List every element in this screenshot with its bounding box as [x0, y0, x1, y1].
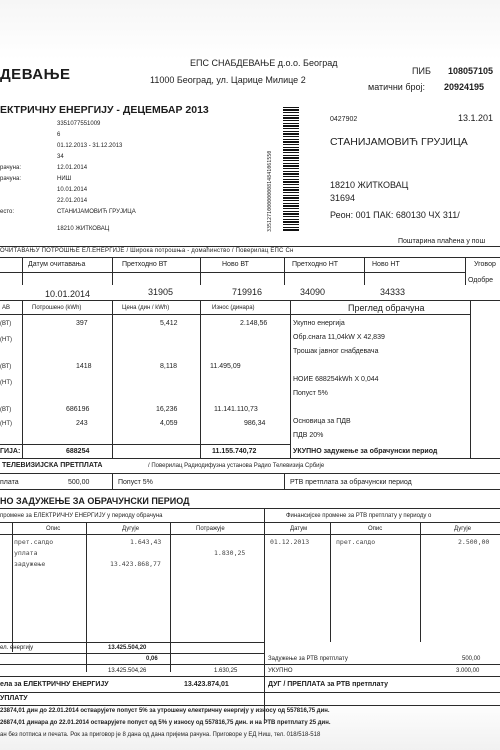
calc-header-label: АВ	[2, 305, 11, 311]
final-right-label: ДУГ / ПРЕПЛАТА за РТВ претплату	[268, 681, 388, 688]
date-c: 22.01.2014	[57, 198, 88, 204]
recipient-code: 0427902	[330, 116, 358, 123]
total-section-title: НО ЗАДУЖЕЊЕ ЗА ОБРАЧУНСКИ ПЕРИОД	[0, 496, 190, 506]
col-debit-right: Дугује	[454, 526, 472, 532]
recipient-name: СТАНИЈАМОВИЋ ГРУЈИЦА	[330, 136, 468, 148]
bill-title: ЕКТРИЧНУ ЕНЕРГИЈУ - ДЕЦЕМБАР 2013	[0, 104, 209, 116]
recipient-date: 13.1.201	[458, 113, 494, 123]
account-number: 3351077551009	[57, 121, 101, 127]
calc-row-kwh: 397	[76, 320, 88, 327]
overview-total: УКУПНО задужење за обрачунски период	[293, 448, 438, 455]
small-value: 0,06	[146, 656, 158, 662]
overview-title: Преглед обрачуна	[348, 303, 425, 313]
footer-note: 26874,01 динара до 22.01.2014 остварујете попуст од 5% у износу од 557816,75 дин. и на РТВ претплату 25 дин.	[0, 720, 331, 726]
overview-line: Укупно енергија	[293, 320, 345, 327]
col-credit: Потражује	[196, 526, 225, 532]
sum-value: 13.425.504,20	[108, 645, 147, 651]
meter-approved: Одобре	[468, 277, 494, 284]
label-b: рачуна:	[0, 176, 21, 182]
barcode-number: 335127100000000814841061550	[267, 150, 273, 232]
place: НИШ	[57, 176, 72, 182]
left-credit: 1.830,25	[214, 549, 246, 557]
meter-header-prev-nt: Претходно НТ	[292, 261, 339, 268]
calc-row-price: 8,118	[160, 363, 177, 370]
overview-line: Попуст 5%	[293, 390, 328, 397]
calc-row-amount: 11.141.110,73	[214, 406, 258, 413]
tv-rtv-total: РТВ претплата за обрачунски период	[290, 479, 412, 486]
calc-header-amount: Износ (динара)	[212, 305, 255, 311]
calc-row-label: (ВТ)	[0, 321, 12, 327]
label-c: есто:	[0, 209, 15, 215]
company-address: 11000 Београд, ул. Царице Милице 2	[150, 75, 306, 85]
payment-label: УПЛАТУ	[0, 695, 28, 702]
meter-date: 10.01.2014	[45, 289, 91, 299]
col-debit: Дугује	[122, 526, 140, 532]
billing-period: 01.12.2013 - 31.12.2013	[57, 143, 123, 149]
calc-row-kwh: 1418	[76, 363, 92, 370]
overview-line: ПДВ 20%	[293, 432, 324, 439]
meter-strip: ОЧИТАВАЊУ ПОТРОШЊЕ ЕЛ.ЕНЕРГИЈЕ / Широка потрошња - домаћинство / Поверилац ЕПС Сн	[0, 248, 294, 254]
company-logo: ДЕВАЊЕ	[0, 66, 71, 83]
col-desc-right: Опис	[368, 526, 383, 532]
recipient-zip: 31694	[330, 193, 356, 203]
calc-row-label: (НТ)	[0, 337, 12, 343]
ukupno-label: УКУПНО	[268, 668, 293, 674]
right-debit: 2.500,00	[458, 538, 490, 546]
recipient-city: 18210 ЖИТКОВАЦ	[330, 180, 409, 190]
col-desc: Опис	[46, 526, 61, 532]
tv-discount: Попуст 5%	[118, 479, 153, 486]
meter-header-new-nt: Ново НТ	[372, 261, 400, 268]
pib-value: 108057105	[448, 66, 494, 76]
right-date: 01.12.2013	[270, 538, 310, 546]
calc-row-price: 4,059	[160, 420, 178, 427]
calc-row-amount: 11.495,09	[210, 363, 241, 370]
calc-total-amount: 11.155.740,72	[212, 448, 257, 455]
meter-prev-vt: 31905	[148, 287, 174, 297]
meter-prev-nt: 34090	[300, 287, 326, 297]
meter-new-nt: 34333	[380, 287, 406, 297]
mb-value: 20924195	[444, 82, 485, 92]
meter-header-new-vt: Ново ВТ	[222, 261, 249, 268]
fin-right-title: Финансијске промене за РТВ претплату у периоду о	[286, 513, 432, 519]
tv-title: ТЕЛЕВИЗИЈСКА ПРЕТПЛАТА	[2, 462, 103, 469]
calc-header-price: Цена (дин / kWh)	[122, 305, 170, 311]
calc-row-kwh: 686196	[66, 406, 90, 413]
calc-row-amount: 2.148,56	[240, 320, 268, 327]
ukupno-value: 3.000,00	[456, 668, 480, 674]
sum-label: ел. енергију	[0, 645, 34, 651]
bill-value-1: 6	[57, 132, 61, 138]
tv-subtitle: / Поверилац Радиодифузна установа Радио Телевизија Србије	[148, 463, 325, 469]
bill-value-2: 34	[57, 154, 64, 160]
left-debit: 13.423.868,77	[110, 560, 161, 568]
tv-price-label: плата	[0, 479, 19, 486]
calc-row-kwh: 243	[76, 420, 88, 427]
sum-credit: 1.630,25	[214, 668, 238, 674]
barcode	[283, 107, 299, 232]
calc-row-amount: 986,34	[244, 420, 266, 427]
company-name: ЕПС СНАБДЕВАЊЕ д.о.о. Београд	[190, 58, 338, 68]
calc-total-label: ГИЈА:	[0, 448, 21, 455]
footer-note: 23874,01 дин до 22.01.2014 остварујете попуст 5% за утрошену електричну енергију у износу од 557816,75 дин.	[0, 708, 330, 714]
footer-note: ан без потписа и печата. Рок за приговор је 8 дана од дана пријема рачуна. Приговоре у ЕД Ниш, тел. 018/518-518	[0, 732, 321, 738]
date-a: 12.01.2014	[57, 165, 88, 171]
left-desc: прет.салдо	[14, 538, 54, 546]
left-desc: задужење	[14, 560, 46, 568]
left-desc: уплата	[14, 549, 38, 557]
col-date: Датум	[290, 526, 308, 532]
date-b: 10.01.2014	[57, 187, 88, 193]
left-debit: 1.643,43	[130, 538, 162, 546]
right-desc: прет.салдо	[336, 538, 376, 546]
overview-line: Основица за ПДВ	[293, 418, 351, 425]
pib-label: ПИБ	[412, 66, 431, 76]
rtv-charge: 500,00	[462, 656, 481, 662]
tv-price: 500,00	[68, 479, 90, 486]
customer-left: СТАНИЈАМОВИЋ ГРУЈИЦА	[57, 209, 136, 215]
calc-row-label: (НТ)	[0, 421, 12, 427]
calc-row-label: (НТ)	[0, 380, 12, 386]
overview-line: Трошак јавног снабдевача	[293, 348, 379, 355]
sum-debit: 13.425.504,26	[108, 668, 147, 674]
meter-new-vt: 719916	[232, 287, 263, 297]
calc-row-price: 16,236	[156, 406, 178, 413]
calc-row-price: 5,412	[160, 320, 178, 327]
fin-left-title: промене за ЕЛЕКТРИЧНУ ЕНЕРГИЈУ у периоду обрачуна	[0, 513, 163, 519]
rtv-charge-label: Задужење за РТВ претплату	[268, 656, 348, 662]
address-left: 18210 ЖИТКОВАЦ	[57, 226, 110, 232]
overview-line: Обр.снага 11,04kW X 42,839	[293, 334, 385, 341]
calc-row-label: (ВТ)	[0, 407, 12, 413]
final-left-label: ела за ЕЛЕКТРИЧНУ ЕНЕРГИЈУ	[0, 681, 109, 688]
postage-note: Поштарина плаћена у пош	[398, 238, 486, 245]
overview-line: НОИЕ 688254kWh X 0,044	[293, 376, 379, 383]
calc-header-kwh: Потрошено (kWh)	[32, 305, 82, 311]
calc-row-label: (ВТ)	[0, 364, 12, 370]
meter-header-prev-vt: Претходно ВТ	[122, 261, 168, 268]
calc-total-kwh: 688254	[66, 448, 90, 455]
meter-header-date: Датум очитавања	[28, 261, 86, 268]
final-left-value: 13.423.874,01	[184, 681, 229, 688]
recipient-route: Реон: 001 ПАК: 680130 ЧХ 311/	[330, 210, 460, 220]
meter-header-contract: Уговор	[474, 261, 496, 268]
mb-label: матични број:	[368, 82, 425, 92]
label-a: рачуна:	[0, 165, 21, 171]
